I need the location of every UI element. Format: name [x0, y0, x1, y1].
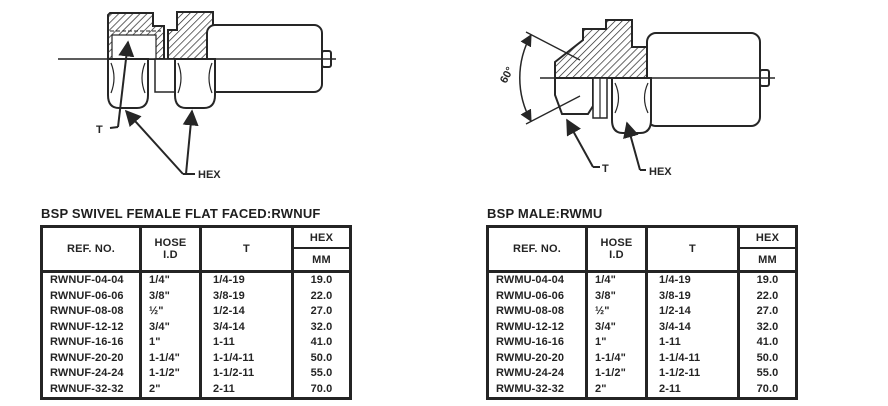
swivel-nut-cross-section — [108, 12, 213, 59]
col-header-hex: HEX — [294, 228, 349, 249]
col-header-t: T — [648, 228, 740, 270]
table-cell: RWNUF-16-16 — [43, 335, 142, 351]
table-header-row — [43, 228, 349, 273]
table-cell: RWNUF-20-20 — [43, 351, 142, 367]
col-header-hose-line1: HOSE — [154, 237, 187, 249]
t-leader-arrow — [567, 120, 600, 167]
table-cell: 1-11 — [202, 335, 294, 351]
table-cell: RWNUF-32-32 — [43, 382, 142, 398]
table-cell: RWMU-12-12 — [489, 320, 588, 336]
table-cell: RWNUF-04-04 — [43, 273, 142, 289]
table-cell: RWMU-32-32 — [489, 382, 588, 398]
table-cell: 32.0 — [310, 320, 333, 333]
table-cell: 1" — [142, 335, 202, 351]
table-title: BSP MALE:RWMU — [487, 206, 603, 221]
right-fitting-diagram — [480, 0, 780, 200]
col-header-ref-no: REF. NO. — [43, 228, 142, 270]
table-cell: 2-11 — [648, 382, 740, 398]
table-cell: 1" — [588, 335, 648, 351]
table-cell: 1/4" — [588, 273, 648, 289]
left-fitting-diagram — [40, 0, 340, 200]
table-cell: 27.0 — [310, 305, 333, 317]
table-cell: 1-1/2" — [588, 366, 648, 382]
table-cell: 2-11 — [202, 382, 294, 398]
t-label: T — [602, 163, 609, 175]
table-cell: RWMU-16-16 — [489, 335, 588, 351]
table-cell: 2" — [142, 382, 202, 398]
table-cell: RWMU-08-08 — [489, 304, 588, 320]
col-header-hex: HEX — [740, 228, 795, 249]
table-cell: 70.0 — [756, 382, 779, 395]
table-cell: 3/4-14 — [202, 320, 294, 336]
table-cell: 22.0 — [756, 289, 779, 302]
hex-label: HEX — [649, 166, 672, 178]
table-body — [43, 273, 349, 397]
table-cell: 41.0 — [310, 336, 333, 348]
table-cell: 1-11 — [648, 335, 740, 351]
table-title: BSP SWIVEL FEMALE FLAT FACED:RWNUF — [41, 206, 321, 221]
table-cell: 32.0 — [756, 320, 779, 333]
col-header-hose-line2: I.D — [163, 249, 178, 261]
table-cell: 41.0 — [756, 336, 779, 348]
table-cell: 3/8-19 — [648, 289, 740, 305]
table-cell: 22.0 — [310, 289, 333, 302]
table-cell: 27.0 — [756, 305, 779, 317]
table-cell: 1/4" — [142, 273, 202, 289]
table-cell: 3/8" — [588, 289, 648, 305]
table-cell: 19.0 — [310, 274, 333, 286]
table-cell: RWMU-06-06 — [489, 289, 588, 305]
cone-angle-label: 60° — [498, 65, 517, 86]
table-cell: 50.0 — [310, 351, 333, 364]
table-cell: 55.0 — [756, 367, 779, 379]
hex-nut — [612, 78, 651, 133]
table-cell: 3/4" — [142, 320, 202, 336]
table-cell: 3/8" — [142, 289, 202, 305]
table-cell: 70.0 — [310, 382, 333, 395]
table-cell: RWMU-20-20 — [489, 351, 588, 367]
table-cell: 1/2-14 — [202, 304, 294, 320]
col-header-t: T — [202, 228, 294, 270]
table-cell: RWNUF-12-12 — [43, 320, 142, 336]
table-cell: 55.0 — [310, 367, 333, 379]
table-cell: 1-1/4-11 — [648, 351, 740, 367]
rwnuf-spec-table — [40, 225, 352, 400]
table-header-row — [489, 228, 795, 273]
table-cell: RWNUF-08-08 — [43, 304, 142, 320]
hex-label: HEX — [198, 169, 221, 181]
rwnuf-spec-section — [40, 206, 352, 400]
rwmu-spec-section — [486, 206, 798, 400]
table-cell: 50.0 — [756, 351, 779, 364]
col-header-mm: MM — [312, 253, 331, 266]
table-cell: RWMU-04-04 — [489, 273, 588, 289]
table-cell: 1-1/2-11 — [648, 366, 740, 382]
col-header-ref-no: REF. NO. — [489, 228, 588, 270]
table-cell: RWMU-24-24 — [489, 366, 588, 382]
table-cell: 3/4-14 — [648, 320, 740, 336]
rwmu-spec-table — [486, 225, 798, 400]
table-cell: 1-1/4" — [588, 351, 648, 367]
table-cell: 3/8-19 — [202, 289, 294, 305]
table-cell: 1/4-19 — [648, 273, 740, 289]
table-cell: 1-1/4" — [142, 351, 202, 367]
table-cell: RWNUF-06-06 — [43, 289, 142, 305]
table-cell: ½" — [142, 304, 202, 320]
table-cell: 1/2-14 — [648, 304, 740, 320]
hex-leader-arrows — [126, 111, 195, 174]
table-cell: 1-1/4-11 — [202, 351, 294, 367]
col-header-hose-line1: HOSE — [600, 237, 633, 249]
col-header-hose-id — [142, 228, 202, 270]
t-label: T — [96, 124, 103, 136]
table-cell: RWNUF-24-24 — [43, 366, 142, 382]
col-header-hose-id — [588, 228, 648, 270]
col-header-mm: MM — [758, 253, 777, 266]
table-cell: 19.0 — [756, 274, 779, 286]
table-cell: 1-1/2-11 — [202, 366, 294, 382]
table-body — [489, 273, 795, 397]
table-cell: 3/4" — [588, 320, 648, 336]
table-cell: 1/4-19 — [202, 273, 294, 289]
table-cell: 1-1/2" — [142, 366, 202, 382]
col-header-hose-line2: I.D — [609, 249, 624, 261]
crimp-shell — [647, 33, 769, 126]
table-cell: 2" — [588, 382, 648, 398]
table-cell: ½" — [588, 304, 648, 320]
